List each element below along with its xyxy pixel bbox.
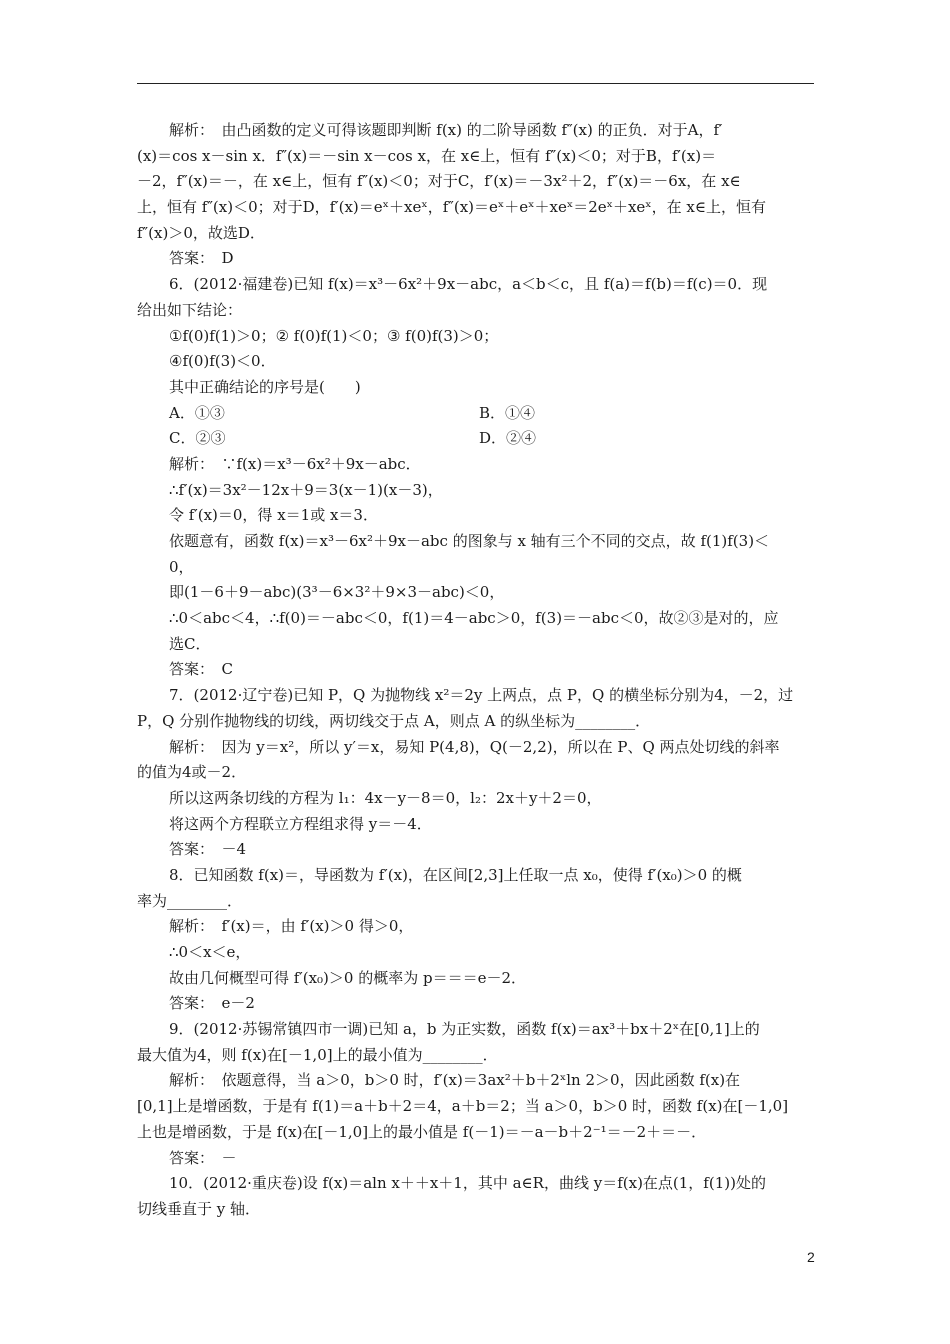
text-line: [0,1]上是增函数，于是有 f(1)＝a＋b＋2＝4，a＋b＝2；当 a＞0，b＞0 时，函数 f(x)在[－1,0] (137, 1097, 789, 1116)
text-line: ∴f′(x)＝3x²－12x＋9＝3(x－1)(x－3)， (169, 480, 443, 499)
text-line: 上，恒有 f″(x)＜0；对于D，f′(x)＝eˣ＋xeˣ，f″(x)＝eˣ＋eˣ＋xeˣ＝2eˣ＋xeˣ，在 x∈上，恒有 (137, 198, 766, 217)
text-line: 解析： 依题意得，当 a＞0，b＞0 时，f′(x)＝3ax²＋b＋2ˣln 2＞0，因此函数 f(x)在 (169, 1071, 741, 1090)
text-line: 依题意有，函数 f(x)＝x³－6x²＋9x－abc 的图象与 x 轴有三个不同的交点，故 f(1)f(3)＜ (169, 532, 770, 550)
answer-line: 答案： e－2 (169, 994, 255, 1013)
option-b: B．①④ (479, 403, 536, 422)
text-line: 0， (169, 557, 194, 576)
text-line: 给出如下结论： (137, 300, 243, 319)
text-line: (x)＝cos x－sin x．f″(x)＝－sin x－cos x，在 x∈上，恒有 f″(x)＜0；对于B，f′(x)＝ (137, 146, 717, 165)
question-7: 7．(2012·辽宁卷)已知 P，Q 为抛物线 x²＝2y 上两点，点 P，Q 的横坐标分别为4，－2，过 (169, 686, 794, 705)
text-line: 选C． (169, 634, 211, 653)
text-line: 令 f′(x)＝0，得 x＝1或 x＝3． (169, 506, 378, 525)
text-line: P，Q 分别作抛物线的切线，两切线交于点 A，则点 A 的纵坐标为________． (137, 711, 651, 730)
text-line: f″(x)＞0，故选D． (137, 223, 265, 242)
question-9: 9．(2012·苏锡常镇四市一调)已知 a，b 为正实数，函数 f(x)＝ax³＋bx＋2ˣ在[0,1]上的 (169, 1020, 760, 1039)
text-line: 上也是增函数，于是 f(x)在[－1,0]上的最小值是 f(－1)＝－a－b＋2⁻¹＝－2＋＝－． (137, 1122, 707, 1141)
question-10: 10．(2012·重庆卷)设 f(x)＝aln x＋＋x＋1，其中 a∈R，曲线 y＝f(x)在点(1，f(1))处的 (169, 1174, 766, 1193)
text-line: 即(1－6＋9－abc)(3³－6×3²＋9×3－abc)＜0， (169, 583, 505, 602)
answer-line: 答案： －4 (169, 840, 247, 859)
page-body (137, 118, 817, 1223)
text-line: 率为________． (137, 891, 243, 910)
text-line: 所以这两条切线的方程为 l₁：4x－y－8＝0，l₂：2x＋y＋2＝0， (169, 788, 602, 807)
question-8: 8．已知函数 f(x)＝，导函数为 f′(x)，在区间[2,3]上任取一点 x₀，使得 f′(x₀)＞0 的概 (169, 865, 742, 884)
options-row-1 (137, 401, 817, 427)
text-line: 其中正确结论的序号是( ) (169, 377, 361, 396)
text-line: 解析： 由凸函数的定义可得该题即判断 f(x) 的二阶导函数 f″(x) 的正负．对于A，f′ (169, 121, 723, 139)
text-line: 解析： 因为 y＝x²，所以 y′＝x，易知 P(4,8)，Q(－2,2)，所以在 P、Q 两点处切线的斜率 (169, 737, 780, 756)
answer-line: 答案： － (169, 1148, 237, 1167)
text-line: 的值为4或－2． (137, 763, 247, 782)
text-line: 切线垂直于 y 轴． (137, 1199, 261, 1218)
text-line: ④f(0)f(3)＜0． (169, 352, 276, 371)
header-rule (137, 83, 814, 84)
text-line: ∴0＜abc＜4，∴f(0)＝－abc＜0，f(1)＝4－abc＞0，f(3)＝－abc＜0，故②③是对的，应 (169, 609, 779, 628)
text-line: ∴0＜x＜e， (169, 943, 251, 961)
option-d: D．②④ (479, 429, 537, 448)
text-line: 解析： f′(x)＝，由 f′(x)＞0 得＞0， (169, 917, 414, 936)
text-line: 解析： ∵f(x)＝x³－6x²＋9x－abc． (169, 454, 421, 473)
text-line: －2，f″(x)＝－，在 x∈上，恒有 f″(x)＜0；对于C，f′(x)＝－3x²＋2，f″(x)＝－6x，在 x∈ (137, 172, 741, 191)
option-a: A．①③ (169, 403, 225, 422)
text-line: 故由几何概型可得 f′(x₀)＞0 的概率为 p＝＝＝e－2． (169, 968, 527, 987)
text-line: 最大值为4，则 f(x)在[－1,0]上的最小值为________． (137, 1045, 498, 1064)
option-c: C．②③ (169, 429, 226, 448)
question-6: 6．(2012·福建卷)已知 f(x)＝x³－6x²＋9x－abc，a＜b＜c，且 f(a)＝f(b)＝f(c)＝0．现 (169, 275, 768, 294)
text-line: 将这两个方程联立方程组求得 y＝－4． (169, 814, 432, 833)
page-number: 2 (807, 1249, 815, 1265)
text-line: ①f(0)f(1)＞0；② f(0)f(1)＜0；③ f(0)f(3)＞0； (169, 326, 499, 345)
options-row-2 (137, 426, 817, 452)
answer-line: 答案： D (169, 249, 234, 268)
answer-line: 答案： C (169, 660, 233, 679)
